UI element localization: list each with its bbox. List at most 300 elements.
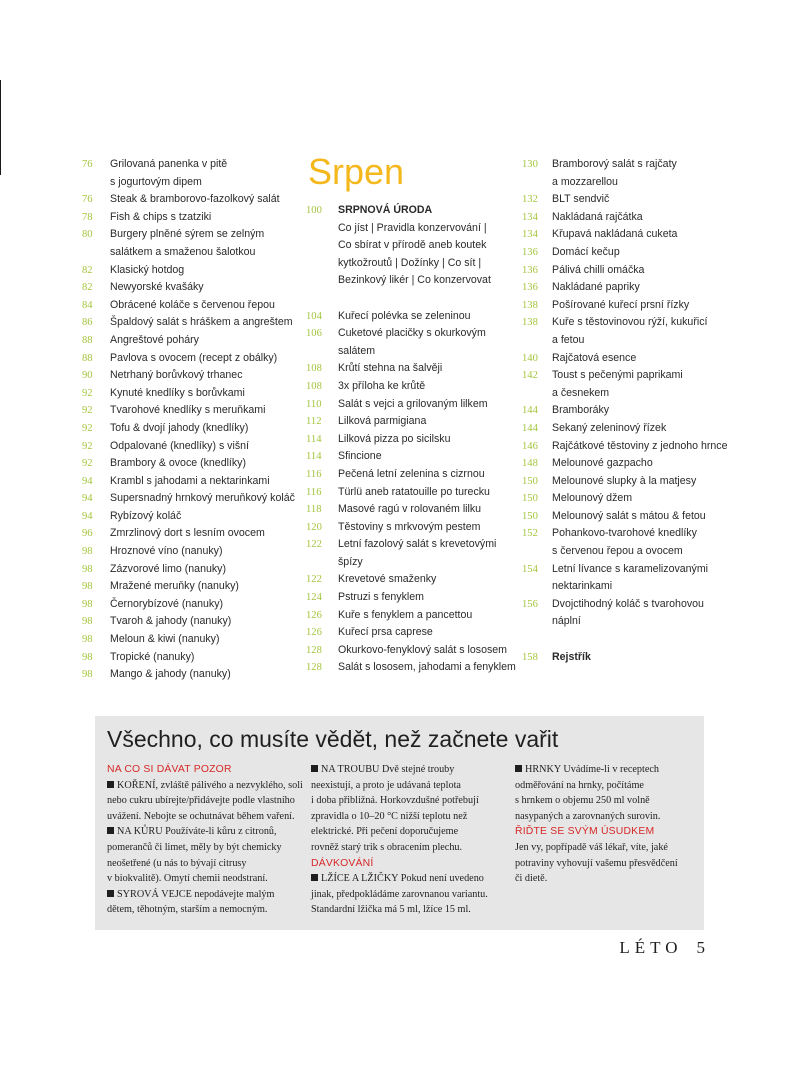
- toc-entry: [82, 226, 304, 261]
- entry-title: Nakládaná rajčátka: [552, 210, 643, 223]
- toc-entry: [306, 607, 516, 625]
- toc-entry: [306, 202, 516, 220]
- page-ref: 138: [522, 317, 538, 329]
- toc-entry: [82, 420, 304, 438]
- entry-title: Kuře s těstovinovou rýží, kukuřicí: [552, 316, 708, 329]
- page-ref: 136: [522, 264, 538, 276]
- toc-entry: [82, 314, 304, 332]
- info-text: zpravidla o 10–20 °C nižší teplotu než: [311, 810, 468, 822]
- toc-entry: [82, 455, 304, 473]
- page-ref: 90: [82, 370, 93, 382]
- entry-title: Melounové slupky à la matjesy: [552, 474, 697, 487]
- entry-title: Mango & jahody (nanuky): [110, 668, 231, 681]
- entry-title: 3x příloha ke krůtě: [338, 379, 426, 392]
- entry-title: Pálivá chilli omáčka: [552, 263, 645, 276]
- bullet-square-icon: [107, 781, 114, 788]
- entry-title: Mražené meruňky (nanuky): [110, 580, 239, 593]
- entry-title: Steak & bramborovo-fazolkový salát: [110, 193, 280, 206]
- entry-title: Meloun & kiwi (nanuky): [110, 633, 220, 646]
- page-ref: 150: [522, 493, 538, 505]
- toc-entry: [306, 624, 516, 642]
- entry-title: Burgery plněné sýrem se zelným: [110, 228, 265, 241]
- toc-entry: [82, 578, 304, 596]
- entry-title: Domácí kečup: [552, 245, 620, 258]
- bullet-square-icon: [515, 765, 522, 772]
- info-heading: DÁVKOVÁNÍ: [311, 857, 374, 869]
- entry-title: Tvaroh & jahody (nanuky): [110, 615, 232, 628]
- page-ref: 144: [522, 422, 538, 434]
- toc-entry: [522, 649, 722, 667]
- page-number: 5: [696, 938, 705, 957]
- entry-title: Brambory & ovoce (knedlíky): [110, 457, 247, 470]
- toc-entry: [82, 332, 304, 350]
- toc-entry: [522, 297, 722, 315]
- page-ref: 116: [306, 468, 322, 480]
- page-ref: 114: [306, 451, 322, 463]
- entry-title: Grilovaná panenka v pitě: [110, 158, 228, 170]
- toc-entry: [306, 642, 516, 660]
- info-bullet: [311, 762, 507, 778]
- entry-title: Salát s vejci a grilovaným lilkem: [338, 397, 488, 410]
- page-ref: 94: [82, 510, 93, 522]
- toc-entry: [82, 525, 304, 543]
- toc-entry: [306, 396, 516, 414]
- info-line: [515, 809, 700, 825]
- toc-entry: [522, 402, 722, 420]
- entry-title: Sekaný zeleninový řízek: [552, 421, 667, 434]
- toc-entry: [82, 596, 304, 614]
- info-bullet: [515, 762, 700, 778]
- page-ref: 92: [82, 405, 93, 417]
- info-text: HRNKY Uvádíme-li v receptech: [525, 764, 659, 775]
- page-ref: 150: [522, 510, 538, 522]
- bullet-square-icon: [311, 874, 318, 881]
- toc-entry: [306, 220, 516, 290]
- page-ref: 96: [82, 528, 93, 540]
- toc-entry: [82, 156, 304, 191]
- toc-column-left: [82, 156, 304, 684]
- entry-title: Dvojctihodný koláč s tvarohovou: [552, 597, 704, 610]
- entry-title: Lilková parmigiana: [338, 415, 427, 428]
- page-ref: 104: [306, 310, 322, 322]
- toc-entry: [522, 596, 722, 631]
- toc-entry: [522, 525, 722, 560]
- toc-entry: [82, 490, 304, 508]
- toc-entry: [522, 367, 722, 402]
- toc-entry: [82, 613, 304, 631]
- entry-title: Angreštové poháry: [110, 333, 199, 346]
- entry-title: Pavlova s ovocem (recept z obálky): [110, 351, 278, 364]
- info-text: nebo cukru ubírejte/přidávejte podle vlastního: [107, 795, 295, 807]
- entry-title: Klasický hotdog: [110, 263, 185, 276]
- toc-entry: [306, 308, 516, 326]
- entry-title: Toust s pečenými paprikami: [552, 369, 683, 382]
- info-text: Standardní lžička má 5 ml, lžíce 15 ml.: [311, 904, 471, 916]
- toc-entry: [522, 438, 728, 456]
- page-ref: 152: [522, 528, 538, 540]
- entry-title: Kynuté knedlíky s borůvkami: [110, 386, 245, 399]
- entry-title: Kuře s fenyklem a pancettou: [338, 608, 473, 621]
- entry-title: Nakládané papriky: [552, 281, 640, 294]
- toc-entry: [82, 561, 304, 579]
- entry-title: Bramboráky: [552, 404, 610, 417]
- toc-entry: [306, 519, 516, 537]
- entry-title: Krambl s jahodami a nektarinkami: [110, 474, 270, 487]
- toc-entry: [522, 473, 722, 491]
- toc-entry: [522, 244, 722, 262]
- entry-title: BLT sendvič: [552, 193, 610, 206]
- entry-title: Supersnadný hrnkový meruňkový koláč: [110, 492, 295, 505]
- info-text: neošetřené (u nás to bývají citrusy: [107, 857, 247, 869]
- info-line: [311, 809, 507, 825]
- entry-title: Melounový džem: [552, 492, 633, 505]
- toc-entry: [306, 536, 516, 571]
- page-footer: [619, 938, 705, 958]
- toc-entry: [306, 589, 516, 607]
- entry-title: Bezinkový likér | Co konzervovat: [338, 274, 491, 287]
- info-line: [515, 778, 700, 794]
- page-ref: 124: [306, 592, 322, 604]
- info-text: i doba přibližná. Horkovzdušné potřebují: [311, 795, 479, 807]
- info-line: [515, 793, 700, 809]
- info-text: či dietě.: [515, 873, 548, 885]
- page-ref: 128: [306, 644, 322, 656]
- toc-entry: [522, 420, 722, 438]
- page-ref: 122: [306, 539, 322, 551]
- page-ref: 116: [306, 486, 322, 498]
- info-line: [311, 887, 507, 903]
- entry-title: Lilková pizza po sicilsku: [338, 432, 451, 445]
- entry-title: Sfincione: [338, 450, 382, 463]
- page-ref: 88: [82, 334, 93, 346]
- page-ref: 86: [82, 317, 93, 329]
- info-text: nasypaných a zarovnaných surovin.: [515, 810, 661, 822]
- entry-title: Co sbírat v přírodě aneb koutek: [338, 239, 487, 252]
- toc-entry: [306, 501, 516, 519]
- toc-entry: [522, 350, 722, 368]
- info-text: NA KŮRU Používáte-li kůru z citronů,: [117, 826, 277, 838]
- page-ref: 156: [522, 598, 538, 610]
- entry-title: salátkem a smaženou šalotkou: [110, 245, 256, 258]
- entry-title: Špaldový salát s hráškem a angreštem: [110, 316, 293, 329]
- entry-title: Masové ragú v rolovaném lilku: [338, 503, 482, 516]
- page-ref: 126: [306, 627, 322, 639]
- page-ref: 106: [306, 328, 322, 340]
- entry-title: s jogurtovým dipem: [110, 175, 202, 188]
- toc-entry: [82, 297, 304, 315]
- info-text: rovněž starý trik s obracením plechu.: [311, 841, 463, 853]
- page-ref: 98: [82, 616, 93, 628]
- info-line: [515, 856, 700, 872]
- info-bullet: [311, 871, 507, 887]
- toc-entry: [82, 209, 304, 227]
- entry-title: a fetou: [552, 333, 585, 346]
- toc-entry: [306, 413, 516, 431]
- info-heading: NA CO SI DÁVAT POZOR: [107, 764, 232, 775]
- toc-entry: [522, 314, 722, 349]
- info-column-1: [107, 762, 303, 918]
- page-ref: 108: [306, 380, 322, 392]
- toc-entry: [306, 659, 516, 677]
- info-line: [311, 824, 507, 840]
- spacer: [522, 631, 722, 649]
- entry-title: Pohankovo-tvarohové knedlíky: [552, 527, 697, 540]
- page-ref: 92: [82, 387, 93, 399]
- margin-rule: [0, 80, 1, 175]
- toc-entry: [82, 666, 304, 684]
- entry-title: Fish & chips s tzatziki: [110, 210, 212, 223]
- entry-title: špízy: [338, 555, 363, 568]
- entry-title: salátem: [338, 344, 376, 357]
- entry-title: Pošírované kuřecí prsní řízky: [552, 298, 690, 311]
- toc-entry: [306, 448, 516, 466]
- page-ref: 132: [522, 194, 538, 206]
- month-title: Srpen: [308, 151, 405, 192]
- info-line: [515, 840, 700, 856]
- entry-title: Kuřecí polévka se zeleninou: [338, 309, 471, 322]
- page-ref: 146: [522, 440, 538, 452]
- toc-entry: [522, 561, 722, 596]
- entry-title: Letní lívance s karamelizovanými: [552, 562, 709, 575]
- toc-entry: [522, 508, 722, 526]
- page-ref: 98: [82, 581, 93, 593]
- info-text: KOŘENÍ, zvláště pálivého a nezvyklého, soli: [117, 779, 303, 791]
- bullet-square-icon: [107, 890, 114, 897]
- page-ref: 118: [306, 504, 322, 516]
- info-box: [95, 716, 704, 930]
- page-ref: 150: [522, 475, 538, 487]
- info-column-2: [311, 762, 507, 918]
- page-ref: 138: [522, 299, 538, 311]
- toc-entry: [522, 156, 722, 191]
- page-ref: 98: [82, 598, 93, 610]
- entry-title: a mozzarellou: [552, 175, 618, 188]
- toc-entry: [82, 473, 304, 491]
- page-ref: 148: [522, 458, 538, 470]
- entry-title: Melounový salát s mátou & fetou: [552, 509, 706, 522]
- info-text: Jen vy, popřípadě váš lékař, víte, jaké: [515, 841, 668, 853]
- entry-title: Hroznové víno (nanuky): [110, 545, 223, 558]
- entry-title: Okurkovo-fenyklový salát s lososem: [338, 643, 507, 656]
- entry-title: Melounové gazpacho: [552, 457, 653, 470]
- toc-entry: [82, 367, 304, 385]
- page-ref: 114: [306, 433, 322, 445]
- entry-title: Kuřecí prsa caprese: [338, 626, 433, 639]
- page-ref: 100: [306, 205, 322, 216]
- entry-title: Rajčatová esence: [552, 351, 637, 364]
- page-ref: 98: [82, 634, 93, 646]
- info-column-3: [515, 762, 700, 887]
- entry-title: kytkožroutů | Dožínky | Co sít |: [338, 256, 482, 269]
- toc-entry: [306, 431, 516, 449]
- entry-title: Pstruzi s fenyklem: [338, 591, 424, 604]
- toc-entry: [82, 543, 304, 561]
- info-line: [107, 856, 303, 872]
- page-ref: 98: [82, 651, 93, 663]
- page-ref: 110: [306, 398, 322, 410]
- page-ref: 142: [522, 370, 538, 382]
- page-ref: 134: [522, 229, 538, 241]
- toc-entry: [306, 484, 516, 502]
- entry-title: Letní fazolový salát s krevetovými: [338, 538, 497, 551]
- page-ref: 92: [82, 458, 93, 470]
- toc-entry: [522, 262, 722, 280]
- entry-title: Zázvorové limo (nanuky): [110, 562, 226, 575]
- page-ref: 130: [522, 159, 538, 170]
- entry-title: Cuketové placičky s okurkovým: [338, 327, 486, 340]
- entry-title: Křupavá nakládaná cuketa: [552, 228, 678, 241]
- entry-title: Pečená letní zelenina s cizrnou: [338, 467, 485, 480]
- entry-title: Co jíst | Pravidla konzervování |: [338, 221, 487, 234]
- page-ref: 98: [82, 563, 93, 575]
- toc-entry: [82, 438, 304, 456]
- entry-title: Krevetové smaženky: [338, 573, 437, 586]
- info-text: SYROVÁ VEJCE nepodávejte malým: [117, 888, 275, 900]
- toc-entry: [522, 191, 722, 209]
- info-heading: ŘIĎTE SE SVÝM ÚSUDKEM: [515, 826, 655, 838]
- toc-entry: [82, 350, 304, 368]
- info-text: LŽÍCE A LŽIČKY Pokud není uvedeno: [321, 873, 484, 885]
- entry-title: Netrhaný borůvkový trhanec: [110, 369, 243, 382]
- toc-entry: [82, 631, 304, 649]
- info-line: [311, 840, 507, 856]
- page-ref: 94: [82, 493, 93, 505]
- toc-entry: [82, 191, 304, 209]
- page-ref: 158: [522, 651, 538, 663]
- info-text: NA TROUBU Dvě stejné trouby: [321, 764, 455, 775]
- page-ref: 94: [82, 475, 93, 487]
- page-ref: 82: [82, 282, 93, 294]
- page-ref: 112: [306, 416, 322, 428]
- page-ref: 88: [82, 352, 93, 364]
- info-line: [107, 793, 303, 809]
- entry-title: Krůtí stehna na šalvěji: [338, 362, 443, 375]
- page-ref: 126: [306, 609, 322, 621]
- page-ref: [306, 220, 338, 290]
- entry-title: SRPNOVÁ ÚRODA: [338, 204, 433, 216]
- entry-title: Bramborový salát s rajčaty: [552, 158, 677, 170]
- toc-entry: [522, 455, 722, 473]
- page-ref: 92: [82, 440, 93, 452]
- toc-entry: [82, 508, 304, 526]
- page-ref: 144: [522, 405, 538, 417]
- entry-title: Černorybízové (nanuky): [110, 597, 224, 610]
- info-text: elektrické. Při pečení doporučujeme: [311, 826, 459, 838]
- info-bullet: [107, 887, 303, 903]
- info-text: s hrnkem o objemu 250 ml volně: [515, 795, 650, 807]
- info-text: dětem, těhotným, starším a nemocným.: [107, 904, 268, 916]
- page-ref: 78: [82, 211, 93, 223]
- info-line: [311, 902, 507, 918]
- entry-title: Salát s lososem, jahodami a fenyklem: [338, 661, 516, 674]
- page-ref: 154: [522, 563, 538, 575]
- info-text: uvážení. Nebojte se ochutnávat během vaření.: [107, 810, 295, 822]
- info-line: [311, 778, 507, 794]
- info-text: odměřování na hrnky, počítáme: [515, 779, 644, 791]
- page-ref: 92: [82, 422, 93, 434]
- entry-title: Newyorské kvašáky: [110, 281, 204, 294]
- toc-entry: [306, 571, 516, 589]
- info-bullet: [107, 824, 303, 840]
- info-line: [311, 793, 507, 809]
- entry-title: Tropické (nanuky): [110, 650, 195, 663]
- page-ref: 76: [82, 159, 93, 170]
- toc-entry: [522, 490, 722, 508]
- page-ref: 136: [522, 246, 538, 258]
- page-ref: 108: [306, 363, 322, 375]
- entry-title: Rajčátkové těstoviny z jednoho hrnce: [552, 439, 728, 452]
- toc-entry: [522, 209, 722, 227]
- entry-title: Türlü aneb ratatouille po turecku: [338, 485, 490, 498]
- entry-title: Zmrzlinový dort s lesním ovocem: [110, 527, 265, 540]
- toc-entry: [82, 402, 304, 420]
- info-text: potraviny vyhovují vašemu přesvědčení: [515, 857, 678, 869]
- toc-entry: [306, 360, 516, 378]
- page-ref: 122: [306, 574, 322, 586]
- page-ref: 136: [522, 282, 538, 294]
- info-line: [107, 902, 303, 918]
- page-ref: 120: [306, 521, 322, 533]
- toc-entry: [82, 649, 304, 667]
- entry-title: Odpalované (knedlíky) s višní: [110, 439, 249, 452]
- entry-title: Rybízový koláč: [110, 509, 182, 522]
- entry-title: Rejstřík: [552, 650, 591, 663]
- toc-entry: [306, 466, 516, 484]
- toc-entry: [522, 279, 722, 297]
- info-line: [107, 809, 303, 825]
- info-text: neexistují, a proto je udávaná teplota: [311, 779, 461, 791]
- toc-entry: [306, 325, 516, 360]
- info-bullet: [107, 778, 303, 794]
- entry-title: s červenou řepou a ovocem: [552, 545, 683, 558]
- page-ref: 140: [522, 352, 538, 364]
- page-ref: 76: [82, 194, 93, 206]
- toc-column-right: [522, 156, 728, 666]
- page-ref: 82: [82, 264, 93, 276]
- info-line: [515, 871, 700, 887]
- page-ref: 98: [82, 546, 93, 558]
- info-box-title: Všechno, co musíte vědět, než začnete vařit: [107, 726, 559, 752]
- page-ref: 98: [82, 669, 93, 681]
- info-text: jinak, předpokládáme zarovnanou variantu.: [311, 888, 488, 900]
- entry-title: náplní: [552, 615, 581, 628]
- entry-title: a česnekem: [552, 386, 610, 399]
- toc-entry: [82, 385, 304, 403]
- info-line: [107, 871, 303, 887]
- page-ref: 128: [306, 662, 322, 674]
- entry-title: Obrácené koláče s červenou řepou: [110, 298, 275, 311]
- info-text: v biokvalitě). Omytí chemii neodstraní.: [107, 873, 268, 885]
- toc-entry: [82, 262, 304, 280]
- info-line: [107, 840, 303, 856]
- toc-column-middle: [306, 151, 516, 677]
- toc-entry: [522, 226, 722, 244]
- entry-title: nektarinkami: [552, 580, 613, 593]
- spacer: [306, 290, 516, 308]
- entry-title: Těstoviny s mrkvovým pestem: [338, 520, 481, 533]
- page-ref: 134: [522, 211, 538, 223]
- section-name: LÉTO: [619, 938, 683, 957]
- bullet-square-icon: [107, 827, 114, 834]
- entry-title: Tofu & dvojí jahody (knedlíky): [110, 421, 249, 434]
- info-text: pomerančů či limet, měly by být chemicky: [107, 841, 282, 853]
- toc-entry: [306, 378, 516, 396]
- toc-entry: [82, 279, 304, 297]
- page-ref: 80: [82, 229, 93, 241]
- page-ref: 84: [82, 299, 93, 311]
- bullet-square-icon: [311, 765, 318, 772]
- entry-title: Tvarohové knedlíky s meruňkami: [110, 404, 266, 417]
